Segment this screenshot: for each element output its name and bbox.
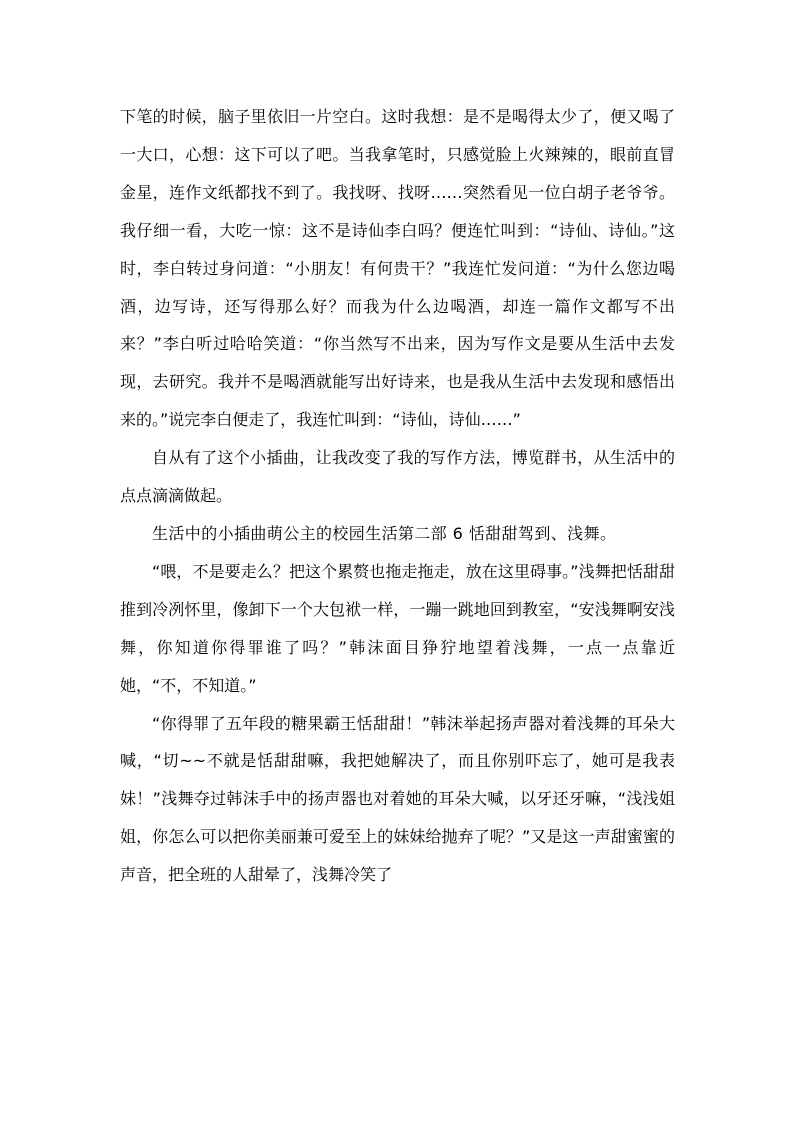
document-body — [120, 98, 675, 894]
paragraph-4: “喂，不是要走么？把这个累赘也拖走拖走，放在这里碍事。”浅舞把恬甜甜推到冷冽怀里，像卸下一个大包袱一样，一蹦一跳地回到教室，“安浅舞啊安浅舞，你知道你得罪谁了吗？”韩沫面目狰狞地望着浅舞，一点一点靠近她，“不，不知道。” — [120, 561, 675, 695]
paragraph-5: “你得罪了五年段的糖果霸王恬甜甜！”韩沫举起扬声器对着浅舞的耳朵大喊，“切~~不就是恬甜甜嘛，我把她解决了，而且你别吓忘了，她可是我表妹！”浅舞夺过韩沫手中的扬声器也对着她的耳朵大喊，以牙还牙嘛，“浅浅姐姐，你怎么可以把你美丽兼可爱至上的妹妹给抛弃了呢？”又是这一声甜蜜蜜的声音，把全班的人甜晕了，浅舞冷笑了 — [120, 713, 675, 885]
paragraph-2: 自从有了这个小插曲，让我改变了我的写作方法，博览群书，从生活中的点点滴滴做起。 — [120, 448, 675, 506]
paragraph-3: 生活中的小插曲萌公主的校园生活第二部 6 恬甜甜驾到、浅舞。 — [152, 523, 617, 543]
paragraph-1: 下笔的时候，脑子里依旧一片空白。这时我想：是不是喝得太少了，便又喝了一大口，心想：这下可以了吧。当我拿笔时，只感觉脸上火辣辣的，眼前直冒金星，连作文纸都找不到了。我找呀、找呀……突然看见一位白胡子老爷爷。我仔细一看，大吃一惊：这不是诗仙李白吗？便连忙叫到：“诗仙、诗仙。”这时，李白转过身问道：“小朋友！有何贵干？”我连忙发问道：“为什么您边喝酒，边写诗，还写得那么好？而我为什么边喝酒，却连一篇作文都写不出来？”李白听过哈哈笑道：“你当然写不出来，因为写作文是要从生活中去发现，去研究。我并不是喝酒就能写出好诗来，也是我从生活中去发现和感悟出来的。”说完李白便走了，我连忙叫到：“诗仙，诗仙……” — [120, 107, 675, 430]
